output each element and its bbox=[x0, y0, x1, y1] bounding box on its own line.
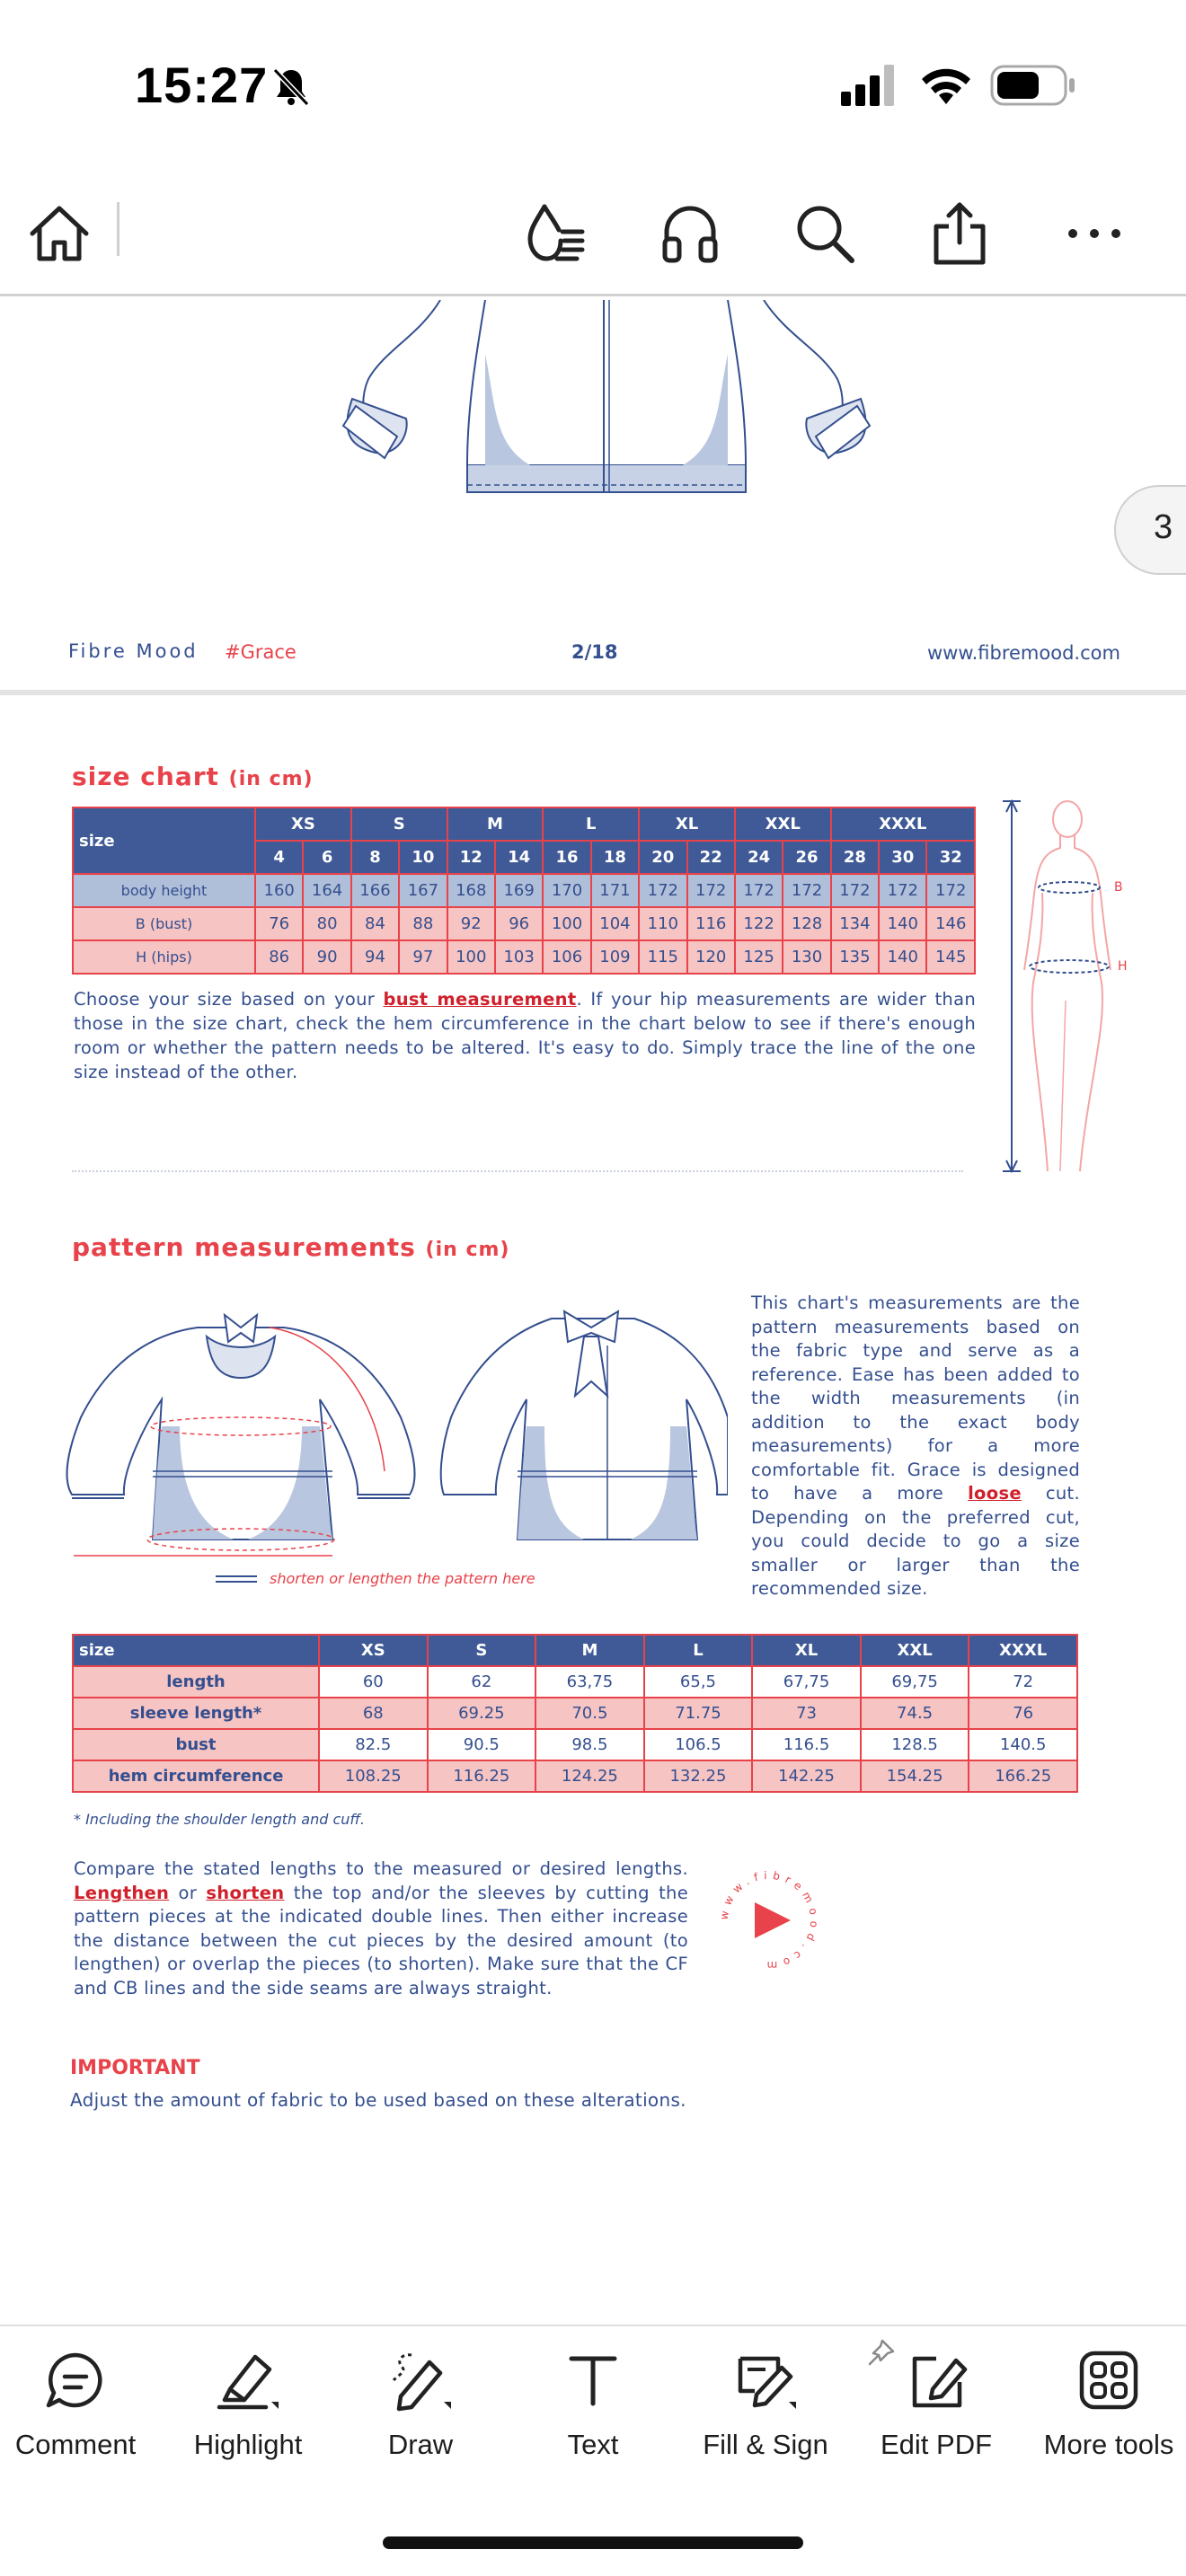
size-cell: 122 bbox=[735, 907, 783, 940]
size-chart-table bbox=[72, 807, 976, 975]
size-cell: 88 bbox=[399, 907, 447, 940]
pattern-cell: 142.25 bbox=[752, 1760, 861, 1792]
size-number: 22 bbox=[687, 841, 735, 874]
pattern-size-column: XL bbox=[752, 1635, 861, 1666]
pattern-cell: 67,75 bbox=[752, 1666, 861, 1698]
pattern-row-label: sleeve length* bbox=[73, 1698, 319, 1729]
more-tools-label: More tools bbox=[1043, 2429, 1174, 2460]
pattern-row-label: length bbox=[73, 1666, 319, 1698]
size-cell: 90 bbox=[303, 940, 350, 974]
jacket-illustration-top bbox=[332, 300, 881, 503]
size-chart-note: Choose your size based on your bust measurement. If your hip measurements are wider than those in the size chart, check the hem circumference in the chart below to see if there's enough room or whether the pattern needs to be altered. It's easy to do. Simply trace the line of the one size instead of the other. bbox=[74, 989, 976, 1082]
size-cell: 109 bbox=[591, 940, 639, 974]
size-group: M bbox=[447, 807, 544, 841]
pattern-size-column: L bbox=[644, 1635, 753, 1666]
size-cell: 169 bbox=[495, 874, 543, 907]
pattern-cell: 72 bbox=[969, 1666, 1077, 1698]
pattern-measurements-title: pattern measurements (in cm) bbox=[72, 1232, 510, 1262]
badge-circle-text: www.fibremood.com bbox=[717, 1868, 821, 1972]
pattern-cell: 90.5 bbox=[428, 1729, 536, 1760]
fill-sign-icon bbox=[730, 2344, 801, 2416]
size-number: 6 bbox=[303, 841, 350, 874]
size-cell: 140 bbox=[879, 940, 926, 974]
size-group: S bbox=[351, 807, 447, 841]
size-cell: 145 bbox=[926, 940, 975, 974]
lengthen-link[interactable]: Lengthen bbox=[74, 1882, 170, 1903]
wifi-icon bbox=[918, 63, 974, 106]
size-cell: 172 bbox=[687, 874, 735, 907]
size-cell: 135 bbox=[831, 940, 879, 974]
pattern-cell: 70.5 bbox=[535, 1698, 644, 1729]
size-number: 28 bbox=[831, 841, 879, 874]
pattern-cell: 108.25 bbox=[319, 1760, 428, 1792]
size-cell: 94 bbox=[351, 940, 399, 974]
pattern-cell: 140.5 bbox=[969, 1729, 1077, 1760]
size-cell: 140 bbox=[879, 907, 926, 940]
size-cell: 84 bbox=[351, 907, 399, 940]
pattern-cell: 154.25 bbox=[861, 1760, 969, 1792]
liquid-mode-icon[interactable] bbox=[521, 199, 589, 268]
body-figure-illustration bbox=[997, 794, 1141, 1180]
important-title: IMPORTANT bbox=[70, 2057, 200, 2079]
status-time: 15:27 bbox=[135, 57, 269, 113]
pattern-cell: 166.25 bbox=[969, 1760, 1077, 1792]
size-cell: 80 bbox=[303, 907, 350, 940]
legend-double-line bbox=[216, 1575, 257, 1583]
pattern-cell: 98.5 bbox=[535, 1729, 644, 1760]
size-cell: 170 bbox=[543, 874, 590, 907]
size-cell: 134 bbox=[831, 907, 879, 940]
size-cell: 128 bbox=[783, 907, 830, 940]
pattern-table-row bbox=[73, 1666, 1077, 1698]
size-number: 14 bbox=[495, 841, 543, 874]
silent-bell-icon bbox=[270, 65, 313, 108]
page-number-badge[interactable]: 3 bbox=[1114, 485, 1186, 575]
text-label: Text bbox=[567, 2429, 619, 2460]
highlight-icon bbox=[212, 2344, 284, 2416]
pin-icon bbox=[864, 2337, 897, 2369]
size-cell: 172 bbox=[735, 874, 783, 907]
size-chart-row bbox=[73, 874, 975, 907]
footer-url[interactable]: www.fibremood.com bbox=[927, 642, 1120, 664]
pattern-cell: 116.25 bbox=[428, 1760, 536, 1792]
status-bar bbox=[0, 0, 1186, 171]
size-cell: 92 bbox=[447, 907, 495, 940]
size-cell: 168 bbox=[447, 874, 495, 907]
size-number: 10 bbox=[399, 841, 447, 874]
size-cell: 97 bbox=[399, 940, 447, 974]
top-toolbar bbox=[0, 171, 1186, 296]
pattern-cell: 69.25 bbox=[428, 1698, 536, 1729]
size-cell: 116 bbox=[687, 907, 735, 940]
size-group: XS bbox=[255, 807, 351, 841]
comment-label: Comment bbox=[14, 2429, 137, 2460]
pattern-cell: 69,75 bbox=[861, 1666, 969, 1698]
size-group: XL bbox=[639, 807, 735, 841]
footer-tag: #Grace bbox=[225, 641, 296, 663]
size-cell: 115 bbox=[639, 940, 686, 974]
pattern-table-row bbox=[73, 1729, 1077, 1760]
pattern-cell: 65,5 bbox=[644, 1666, 753, 1698]
pattern-cell: 68 bbox=[319, 1698, 428, 1729]
play-icon bbox=[755, 1902, 791, 1938]
pattern-cell: 76 bbox=[969, 1698, 1077, 1729]
more-icon[interactable] bbox=[1060, 199, 1128, 268]
jacket-front-back-illustration bbox=[63, 1292, 728, 1593]
more-tools-button[interactable] bbox=[1028, 2344, 1186, 2461]
size-chart-title: size chart (in cm) bbox=[72, 762, 314, 791]
pattern-cell: 60 bbox=[319, 1666, 428, 1698]
comment-icon bbox=[40, 2344, 111, 2416]
size-cell: 166 bbox=[351, 874, 399, 907]
size-number: 12 bbox=[447, 841, 495, 874]
size-cell: 146 bbox=[926, 907, 975, 940]
size-number: 24 bbox=[735, 841, 783, 874]
size-cell: 172 bbox=[926, 874, 975, 907]
home-icon[interactable] bbox=[25, 199, 93, 268]
size-cell: 110 bbox=[639, 907, 686, 940]
pattern-size-column: XS bbox=[319, 1635, 428, 1666]
size-cell: 172 bbox=[639, 874, 686, 907]
bust-marker-label: B bbox=[1114, 880, 1123, 895]
draw-icon bbox=[385, 2344, 456, 2416]
size-cell: 104 bbox=[591, 907, 639, 940]
size-number: 32 bbox=[926, 841, 975, 874]
edit-pdf-label: Edit PDF bbox=[880, 2429, 993, 2460]
video-play-badge[interactable] bbox=[715, 1866, 823, 1974]
size-number: 20 bbox=[639, 841, 686, 874]
size-cell: 106 bbox=[543, 940, 590, 974]
size-cell: 120 bbox=[687, 940, 735, 974]
cellular-signal-icon bbox=[841, 65, 898, 106]
size-header: size bbox=[73, 807, 255, 874]
more-tools-icon bbox=[1073, 2344, 1145, 2416]
footer-brand: Fibre Mood bbox=[68, 640, 199, 662]
headphones-icon[interactable] bbox=[656, 199, 724, 268]
pattern-cell: 128.5 bbox=[861, 1729, 969, 1760]
size-number: 4 bbox=[255, 841, 303, 874]
size-row-label: B (bust) bbox=[73, 907, 255, 940]
size-row-label: body height bbox=[73, 874, 255, 907]
size-cell: 125 bbox=[735, 940, 783, 974]
size-number: 16 bbox=[543, 841, 590, 874]
size-number: 30 bbox=[879, 841, 926, 874]
size-number: 26 bbox=[783, 841, 830, 874]
highlight-button[interactable] bbox=[167, 2344, 329, 2461]
pattern-size-column: XXL bbox=[861, 1635, 969, 1666]
pattern-row-label: bust bbox=[73, 1729, 319, 1760]
draw-button[interactable] bbox=[340, 2344, 501, 2461]
pattern-cell: 73 bbox=[752, 1698, 861, 1729]
pattern-measurements-table bbox=[72, 1634, 1078, 1793]
fill-sign-button[interactable] bbox=[685, 2344, 846, 2461]
pattern-cell: 74.5 bbox=[861, 1698, 969, 1729]
pattern-cell: 116.5 bbox=[752, 1729, 861, 1760]
size-cell: 76 bbox=[255, 907, 303, 940]
edit-pdf-icon bbox=[900, 2344, 972, 2416]
pattern-table-row bbox=[73, 1760, 1077, 1792]
pattern-size-header: size bbox=[73, 1635, 319, 1666]
pattern-row-label: hem circumference bbox=[73, 1760, 319, 1792]
size-cell: 172 bbox=[783, 874, 830, 907]
shorten-link[interactable]: shorten bbox=[206, 1882, 285, 1903]
text-icon bbox=[557, 2344, 629, 2416]
important-text: Adjust the amount of fabric to be used based on these alterations. bbox=[70, 2089, 686, 2111]
size-cell: 86 bbox=[255, 940, 303, 974]
pattern-footnote: * Including the shoulder length and cuff. bbox=[74, 1811, 366, 1828]
size-chart-row bbox=[73, 940, 975, 974]
bust-measurement-link[interactable]: bust measurement bbox=[383, 989, 577, 1010]
size-cell: 100 bbox=[447, 940, 495, 974]
pattern-cell: 63,75 bbox=[535, 1666, 644, 1698]
size-row-label: H (hips) bbox=[73, 940, 255, 974]
battery-icon bbox=[990, 65, 1076, 106]
fill-sign-label: Fill & Sign bbox=[703, 2429, 828, 2460]
share-icon[interactable] bbox=[925, 199, 994, 268]
comment-button[interactable] bbox=[0, 2344, 156, 2461]
size-cell: 171 bbox=[591, 874, 639, 907]
size-cell: 96 bbox=[495, 907, 543, 940]
footer-page-number: 2/18 bbox=[571, 641, 618, 663]
size-cell: 167 bbox=[399, 874, 447, 907]
section-divider bbox=[72, 1170, 963, 1172]
size-cell: 172 bbox=[831, 874, 879, 907]
pattern-size-column: XXXL bbox=[969, 1635, 1077, 1666]
size-cell: 130 bbox=[783, 940, 830, 974]
draw-label: Draw bbox=[387, 2429, 454, 2460]
pattern-cell: 106.5 bbox=[644, 1729, 753, 1760]
size-cell: 100 bbox=[543, 907, 590, 940]
pattern-cell: 62 bbox=[428, 1666, 536, 1698]
pattern-cell: 82.5 bbox=[319, 1729, 428, 1760]
size-chart-row bbox=[73, 907, 975, 940]
size-group: XXXL bbox=[831, 807, 975, 841]
size-number: 18 bbox=[591, 841, 639, 874]
size-cell: 164 bbox=[303, 874, 350, 907]
compare-instructions: Compare the stated lengths to the measured or desired lengths. Lengthen or shorten the top and/or the sleeves by cutting the pattern pieces at the indicated double lines. Then either increase the distance between the cut pieces by the desired amount (to lengthen) or overlap the pieces (to shorten). Make sure that the CF and CB lines and the side seams are always straight. bbox=[74, 1858, 689, 1998]
pattern-cell: 71.75 bbox=[644, 1698, 753, 1729]
search-icon[interactable] bbox=[791, 199, 859, 268]
size-group: XXL bbox=[735, 807, 831, 841]
size-cell: 172 bbox=[879, 874, 926, 907]
pattern-size-column: M bbox=[535, 1635, 644, 1666]
size-number: 8 bbox=[351, 841, 399, 874]
pattern-size-column: S bbox=[428, 1635, 536, 1666]
pattern-cell: 132.25 bbox=[644, 1760, 753, 1792]
size-cell: 160 bbox=[255, 874, 303, 907]
home-indicator[interactable] bbox=[383, 2536, 803, 2549]
legend-text: shorten or lengthen the pattern here bbox=[270, 1570, 535, 1587]
hips-marker-label: H bbox=[1118, 959, 1128, 974]
pattern-cell: 124.25 bbox=[535, 1760, 644, 1792]
toolbar-divider bbox=[117, 202, 119, 256]
page-separator bbox=[0, 690, 1186, 695]
loose-link[interactable]: loose bbox=[968, 1483, 1022, 1504]
size-cell: 103 bbox=[495, 940, 543, 974]
pattern-table-row bbox=[73, 1698, 1077, 1729]
pattern-description: This chart's measurements are the pattern measurements based on the fabric type and serve as a reference. Ease has been added to the width measurements (in addition to the exact body measurements) for a more comfortable fit. Grace is designed to have a more loose cut. Depending on the preferred cut, you could decide to go a size smaller or larger than the recommended size. bbox=[751, 1292, 1080, 1599]
size-group: L bbox=[543, 807, 639, 841]
text-button[interactable] bbox=[512, 2344, 674, 2461]
highlight-label: Highlight bbox=[193, 2429, 303, 2460]
